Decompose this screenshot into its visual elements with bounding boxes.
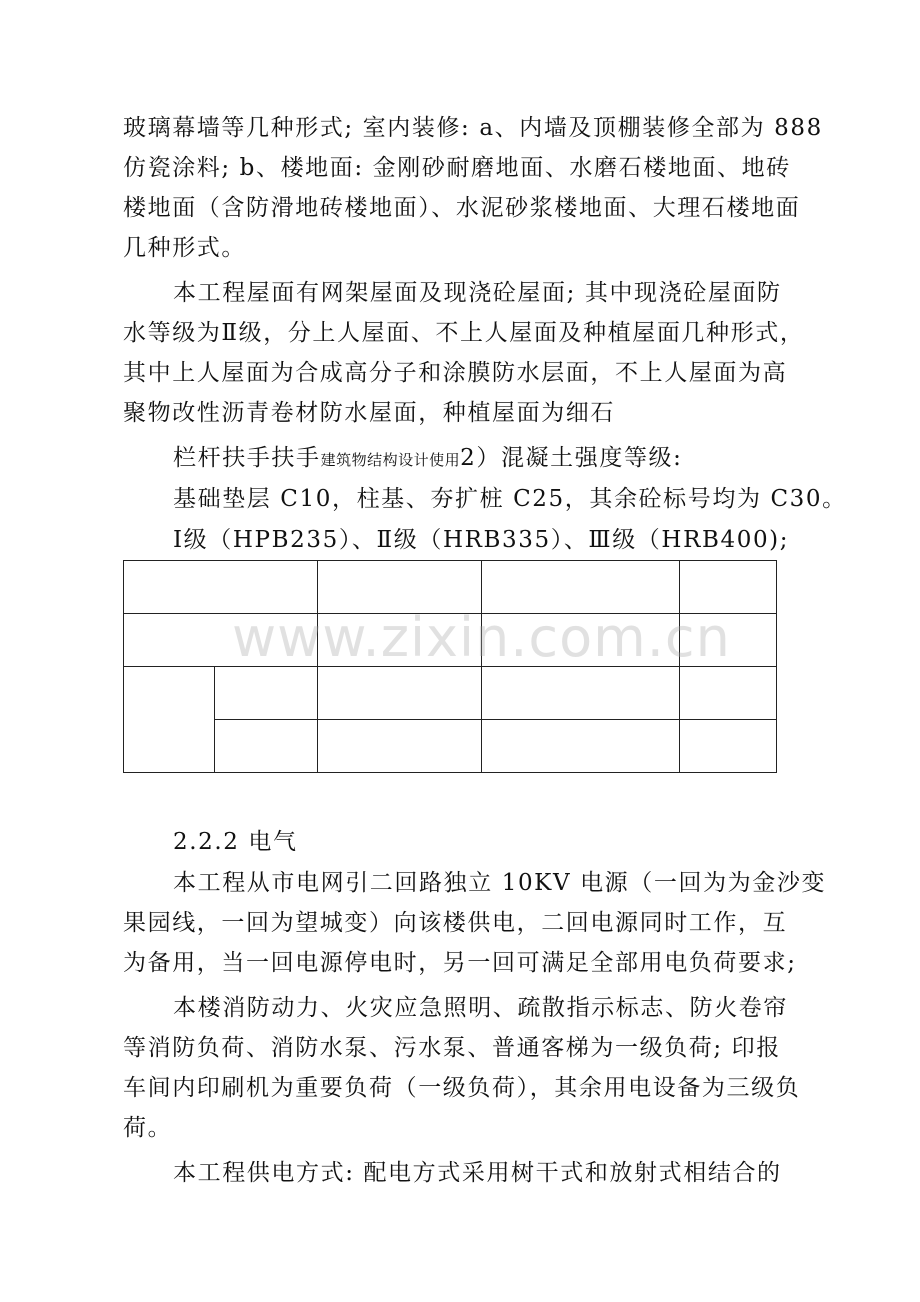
- structure-line: [173, 443, 683, 475]
- table-cell: [482, 720, 680, 773]
- paragraph-line: 仿瓷涂料; b、楼地面: 金刚砂耐磨地面、水磨石楼地面、地砖: [123, 155, 791, 181]
- structure-line-small-text: 建筑物结构设计使用: [320, 451, 461, 469]
- paragraph-line: 为备用，当一回电源停电时，另一回可满足全部用电负荷要求;: [123, 950, 797, 976]
- table-cell: [482, 667, 680, 720]
- concrete-grade-line: 基础垫层 C10，柱基、夯扩桩 C25，其余砼标号均为 C30。: [173, 486, 847, 512]
- table-row: [124, 720, 777, 773]
- paragraph-line: 荷。: [123, 1115, 173, 1141]
- structure-line-part3: 2）混凝土强度等级:: [460, 445, 683, 471]
- paragraph-line: 本楼消防动力、火灾应急照明、疏散指示标志、防火卷帘: [173, 995, 788, 1021]
- paragraph-line: 聚物改性沥青卷材防水屋面，种植屋面为细石: [123, 400, 615, 426]
- paragraph-line: 水等级为Ⅱ级，分上人屋面、不上人屋面及种植屋面几种形式，: [123, 320, 805, 346]
- table-cell: [680, 720, 777, 773]
- steel-grade-line: Ⅰ级（HPB235）、Ⅱ级（HRB335）、Ⅲ级（HRB400);: [173, 527, 790, 553]
- paragraph-line: 几种形式。: [123, 235, 246, 261]
- paragraph-line: 果园线，一回为望城变）向该楼供电，二回电源同时工作，互: [123, 910, 788, 936]
- table-cell: [318, 667, 482, 720]
- watermark: www.zixin.com.cn: [232, 606, 731, 669]
- table-cell: [124, 667, 215, 773]
- table-cell: [215, 667, 318, 720]
- section-heading: 2.2.2 电气: [173, 829, 298, 855]
- paragraph-line: 车间内印刷机为重要负荷（一级负荷），其余用电设备为三级负: [123, 1075, 801, 1101]
- paragraph-line: 等消防负荷、消防水泵、污水泵、普通客梯为一级负荷; 印报: [123, 1035, 781, 1061]
- paragraph-line: 本工程从市电网引二回路独立 10KV 电源（一回为为金沙变: [173, 870, 827, 896]
- table-cell: [215, 720, 318, 773]
- paragraph-line: 本工程供电方式: 配电方式采用树干式和放射式相结合的: [173, 1160, 782, 1186]
- table-cell: [318, 720, 482, 773]
- structure-line-part1: 栏杆扶手扶手: [173, 445, 321, 471]
- table-row: [124, 667, 777, 720]
- table-cell: [680, 667, 777, 720]
- paragraph-line: 楼地面（含防滑地砖楼地面）、水泥砂浆楼地面、大理石楼地面: [123, 195, 801, 221]
- paragraph-line: 其中上人屋面为合成高分子和涂膜防水层面，不上人屋面为高: [123, 360, 788, 386]
- paragraph-line: 玻璃幕墙等几种形式; 室内装修: a、内墙及顶棚装修全部为 888: [123, 115, 823, 141]
- paragraph-line: 本工程屋面有网架屋面及现浇砼屋面; 其中现浇砼屋面防: [173, 280, 782, 306]
